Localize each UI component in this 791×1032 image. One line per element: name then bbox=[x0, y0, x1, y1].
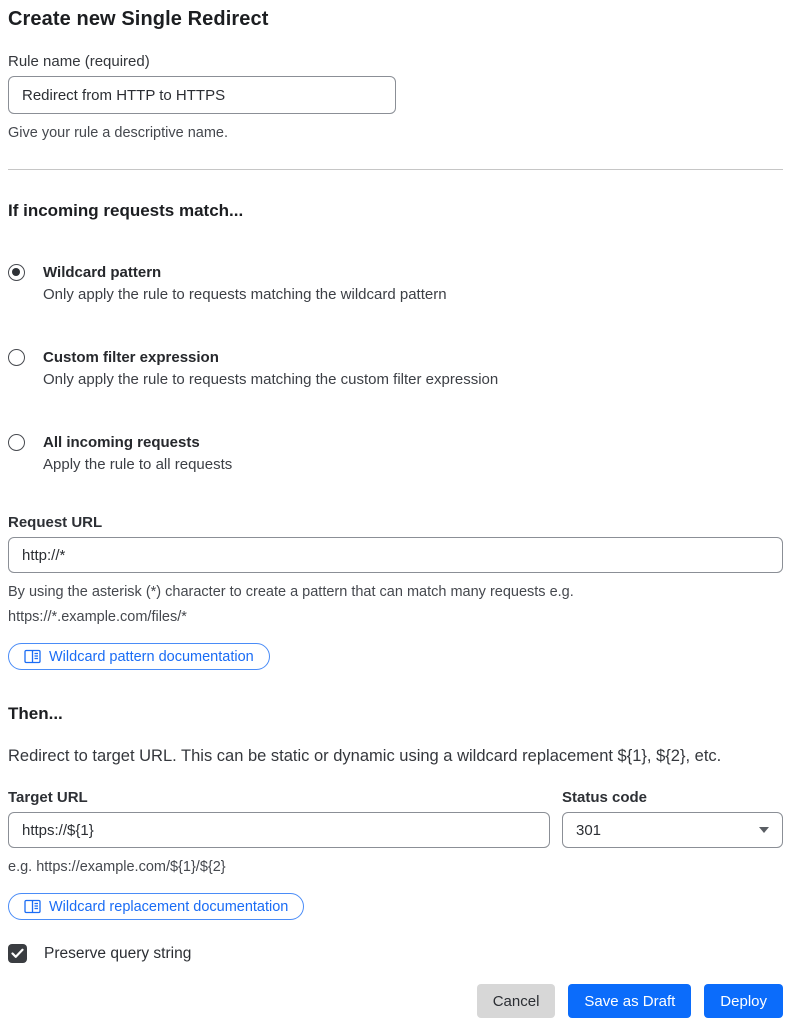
wildcard-pattern-doc-button[interactable] bbox=[8, 643, 270, 670]
status-code-select[interactable] bbox=[562, 812, 783, 848]
rule-name-label: Rule name (required) bbox=[8, 53, 150, 70]
wildcard-replacement-doc-button[interactable] bbox=[8, 893, 304, 920]
deploy-button[interactable]: Deploy bbox=[704, 984, 783, 1018]
checkmark-icon bbox=[11, 948, 24, 959]
request-url-label: Request URL bbox=[8, 514, 103, 531]
radio-button-all-requests[interactable] bbox=[8, 434, 25, 451]
radio-button-wildcard-pattern[interactable] bbox=[8, 264, 25, 281]
rule-name-input[interactable] bbox=[8, 76, 396, 114]
target-url-label: Target URL bbox=[8, 789, 88, 806]
then-section-description: Redirect to target URL. This can be static or dynamic using a wildcard replacement ${1}, ${2}, etc. bbox=[8, 747, 722, 765]
page-title: Create new Single Redirect bbox=[8, 8, 269, 30]
request-url-help bbox=[8, 580, 783, 630]
footer-actions bbox=[8, 984, 783, 1018]
section-divider bbox=[8, 169, 783, 170]
radio-option-custom-filter[interactable] bbox=[8, 347, 783, 392]
open-book-icon bbox=[24, 649, 41, 664]
request-url-help-line2: https://*.example.com/files/* bbox=[8, 609, 187, 625]
radio-label-custom-filter[interactable]: Custom filter expression bbox=[43, 349, 219, 366]
radio-option-all-requests[interactable] bbox=[8, 432, 783, 477]
wildcard-replacement-doc-label: Wildcard replacement documentation bbox=[49, 898, 289, 915]
open-book-icon bbox=[24, 899, 41, 914]
status-code-value: 301 bbox=[576, 821, 602, 839]
preserve-query-row[interactable] bbox=[8, 944, 783, 963]
preserve-query-checkbox[interactable] bbox=[8, 944, 27, 963]
request-url-input[interactable] bbox=[8, 537, 783, 573]
status-code-label: Status code bbox=[562, 789, 648, 806]
preserve-query-label[interactable]: Preserve query string bbox=[44, 944, 192, 962]
rule-name-help: Give your rule a descriptive name. bbox=[8, 125, 229, 141]
request-url-input-value: http://* bbox=[22, 546, 66, 564]
radio-desc-all-requests: Apply the rule to all requests bbox=[43, 456, 233, 473]
save-as-draft-button[interactable]: Save as Draft bbox=[568, 984, 691, 1018]
cancel-button[interactable]: Cancel bbox=[477, 984, 556, 1018]
caret-down-icon bbox=[759, 827, 769, 833]
radio-label-all-requests[interactable]: All incoming requests bbox=[43, 434, 200, 451]
radio-desc-wildcard-pattern: Only apply the rule to requests matching the wildcard pattern bbox=[43, 286, 447, 303]
radio-option-wildcard-pattern[interactable] bbox=[8, 262, 783, 307]
then-section-heading: Then... bbox=[8, 704, 63, 723]
radio-label-wildcard-pattern[interactable]: Wildcard pattern bbox=[43, 264, 162, 281]
rule-name-input-value: Redirect from HTTP to HTTPS bbox=[22, 86, 226, 104]
target-url-input-value: https://${1} bbox=[22, 821, 94, 839]
target-url-input[interactable] bbox=[8, 812, 550, 848]
radio-desc-custom-filter: Only apply the rule to requests matching the custom filter expression bbox=[43, 371, 499, 388]
request-url-help-line1: By using the asterisk (*) character to create a pattern that can match many requests e.g. bbox=[8, 584, 574, 600]
radio-button-custom-filter[interactable] bbox=[8, 349, 25, 366]
wildcard-pattern-doc-label: Wildcard pattern documentation bbox=[49, 648, 254, 665]
match-section-heading: If incoming requests match... bbox=[8, 201, 244, 220]
target-url-help: e.g. https://example.com/${1}/${2} bbox=[8, 859, 226, 875]
